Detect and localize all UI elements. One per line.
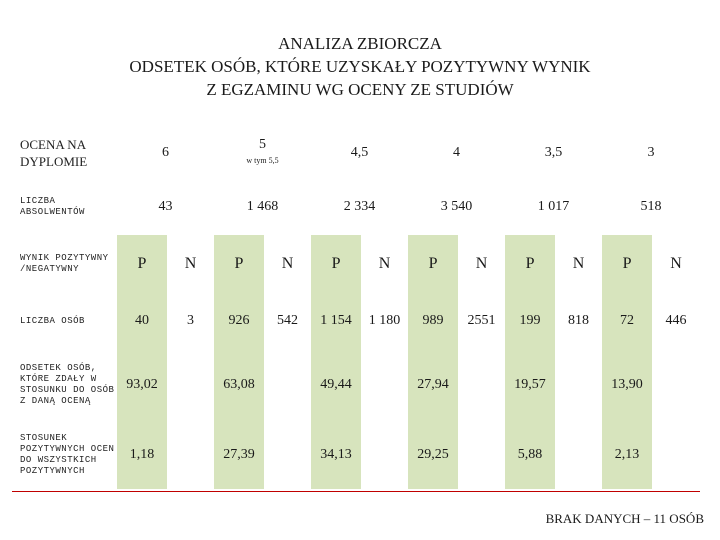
persons-negative: 818 [568,313,590,328]
ratio-cell: 34,13 [311,421,361,489]
positive-header: P [311,235,361,293]
negative-header: N [572,255,585,272]
graduates-cell: 1 017 [537,199,570,214]
summary-table [17,127,700,489]
grade-row-label: OCENA NA DYPLOMIE [20,137,88,169]
positive-header: P [214,235,264,293]
pct-cell: 27,94 [408,349,458,421]
title-line-2: ODSETEK OSÓB, KTÓRE UZYSKAŁY POZYTYWNY WYNIK [129,57,591,76]
negative-header: N [378,255,391,272]
graduates-cell: 3 540 [440,199,473,214]
grade-cell [214,127,311,179]
result-row [17,235,700,293]
persons-row [17,293,700,349]
grade-row [17,127,700,179]
ratio-cell: 27,39 [214,421,264,489]
ratio-cell: 5,88 [505,421,555,489]
bottom-rule [12,491,700,492]
pct-cell: 49,44 [311,349,361,421]
negative-header: N [184,255,197,272]
graduates-row [17,179,700,235]
pct-row-label: ODSETEK OSÓB, KTÓRE ZDAŁY W STOSUNKU DO OSÓB Z DANĄ OCENĄ [20,363,115,406]
persons-positive: 926 [214,293,264,349]
persons-negative: 542 [277,313,298,328]
persons-negative: 1 180 [368,313,401,328]
grade-value: 5 [259,137,266,152]
pct-cell: 93,02 [117,349,167,421]
grade-cell: 3,5 [544,145,563,160]
negative-header: N [475,255,488,272]
persons-negative: 446 [665,313,687,328]
ratio-cell: 1,18 [117,421,167,489]
footer-note: BRAK DANYCH – 11 OSÓB [545,511,704,526]
persons-positive: 40 [117,293,167,349]
ratio-row [17,421,700,489]
title-line-3: Z EGZAMINU WG OCENY ZE STUDIÓW [206,80,514,99]
pct-row [17,349,700,421]
persons-positive: 1 154 [311,293,361,349]
grade-note: w tym 5,5 [246,156,279,165]
ratio-row-label: STOSUNEK POZYTYWNYCH OCEN DO WSZYSTKICH POZYTYWNYCH [20,433,115,476]
title-line-1: ANALIZA ZBIORCZA [278,34,442,53]
result-row-label: WYNIK POZYTYWNY /NEGATYWNY [20,253,109,274]
grade-cell: 4,5 [350,145,369,160]
pct-cell: 63,08 [214,349,264,421]
positive-header: P [117,235,167,293]
persons-positive: 199 [505,293,555,349]
positive-header: P [505,235,555,293]
positive-header: P [602,235,652,293]
graduates-cell: 43 [158,199,173,214]
negative-header: N [670,255,682,272]
persons-positive: 989 [408,293,458,349]
grade-cell: 4 [453,145,461,160]
ratio-cell: 29,25 [408,421,458,489]
persons-positive: 72 [602,293,652,349]
graduates-row-label: LICZBA ABSOLWENTÓW [20,196,85,217]
persons-negative: 2551 [467,313,496,328]
pct-cell: 19,57 [505,349,555,421]
negative-header: N [281,255,294,272]
ratio-cell: 2,13 [602,421,652,489]
graduates-cell: 518 [640,199,662,214]
persons-row-label: LICZBA OSÓB [20,315,85,326]
graduates-cell: 2 334 [343,199,376,214]
pct-cell: 13,90 [602,349,652,421]
grade-cell: 6 [162,145,169,160]
positive-header: P [408,235,458,293]
grade-cell: 3 [647,145,655,160]
persons-negative: 3 [187,313,194,328]
graduates-cell: 1 468 [246,199,279,214]
